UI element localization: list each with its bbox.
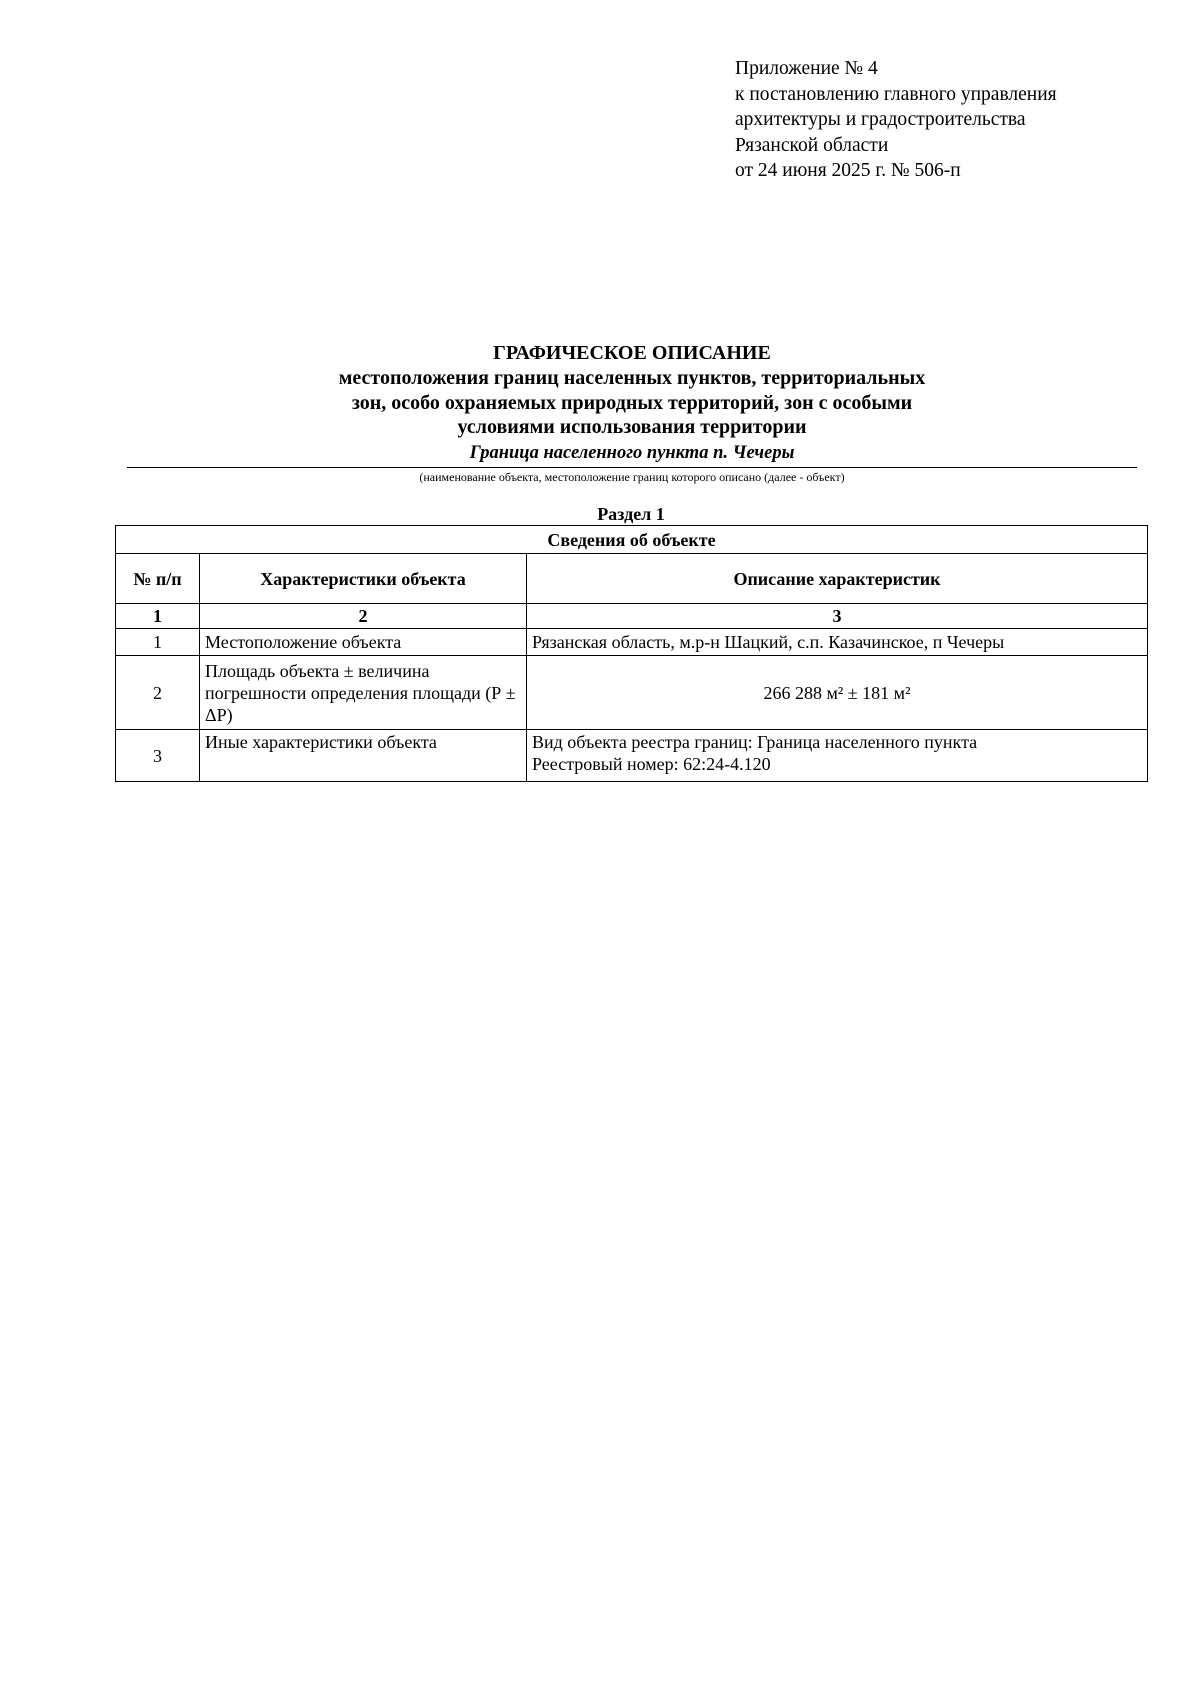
document-title-block xyxy=(127,340,1137,485)
row-description-line: Вид объекта реестра границ: Граница населенного пункта xyxy=(532,732,978,752)
object-name: Граница населенного пункта п. Чечеры xyxy=(469,442,795,463)
row-num: 2 xyxy=(116,656,200,730)
table-title: Сведения об объекте xyxy=(116,526,1148,554)
appendix-line: Рязанской области xyxy=(735,134,889,156)
table-row xyxy=(116,730,1148,782)
table-header-row xyxy=(116,554,1148,604)
section-label: Раздел 1 xyxy=(597,504,665,524)
object-info-table xyxy=(115,525,1148,782)
document-subtitle-line: зон, особо охраняемых природных территорий, зон с особыми xyxy=(351,391,913,414)
column-number: 2 xyxy=(200,604,527,629)
appendix-line: к постановлению главного управления xyxy=(735,83,1057,105)
header-num: № п/п xyxy=(116,554,200,604)
row-description-line: Реестровый номер: 62:24-4.120 xyxy=(532,754,771,774)
appendix-line: от 24 июня 2025 г. № 506-п xyxy=(735,160,961,181)
object-name-caption: (наименование объекта, местоположение границ которого описано (далее - объект) xyxy=(419,469,845,484)
row-num: 1 xyxy=(116,629,200,656)
header-characteristic: Характеристики объекта xyxy=(200,554,527,604)
object-name-underline xyxy=(127,467,1137,468)
column-number-row xyxy=(116,604,1148,629)
column-number: 1 xyxy=(116,604,200,629)
row-num: 3 xyxy=(116,730,200,782)
document-subtitle-line: условиями использования территории xyxy=(457,416,807,438)
appendix-line: Приложение № 4 xyxy=(735,58,878,79)
row-characteristic: Площадь объекта ± величина погрешности определения площади (Р ± ΔР) xyxy=(200,656,527,730)
document-subtitle-line: местоположения границ населенных пунктов, территориальных xyxy=(338,367,926,389)
row-description xyxy=(527,730,1148,782)
table-title-row xyxy=(116,526,1148,554)
appendix-line: архитектуры и градостроительства xyxy=(735,109,1026,130)
row-characteristic: Иные характеристики объекта xyxy=(200,730,527,782)
header-description: Описание характеристик xyxy=(527,554,1148,604)
row-description: Рязанская область, м.р-н Шацкий, с.п. Казачинское, п Чечеры xyxy=(527,629,1148,656)
column-number: 3 xyxy=(527,604,1148,629)
row-characteristic: Местоположение объекта xyxy=(200,629,527,656)
table-row xyxy=(116,656,1148,730)
appendix-header xyxy=(735,56,1057,184)
table-row xyxy=(116,629,1148,656)
row-description: 266 288 м² ± 181 м² xyxy=(527,656,1148,730)
document-title: ГРАФИЧЕСКОЕ ОПИСАНИЕ xyxy=(493,342,771,364)
